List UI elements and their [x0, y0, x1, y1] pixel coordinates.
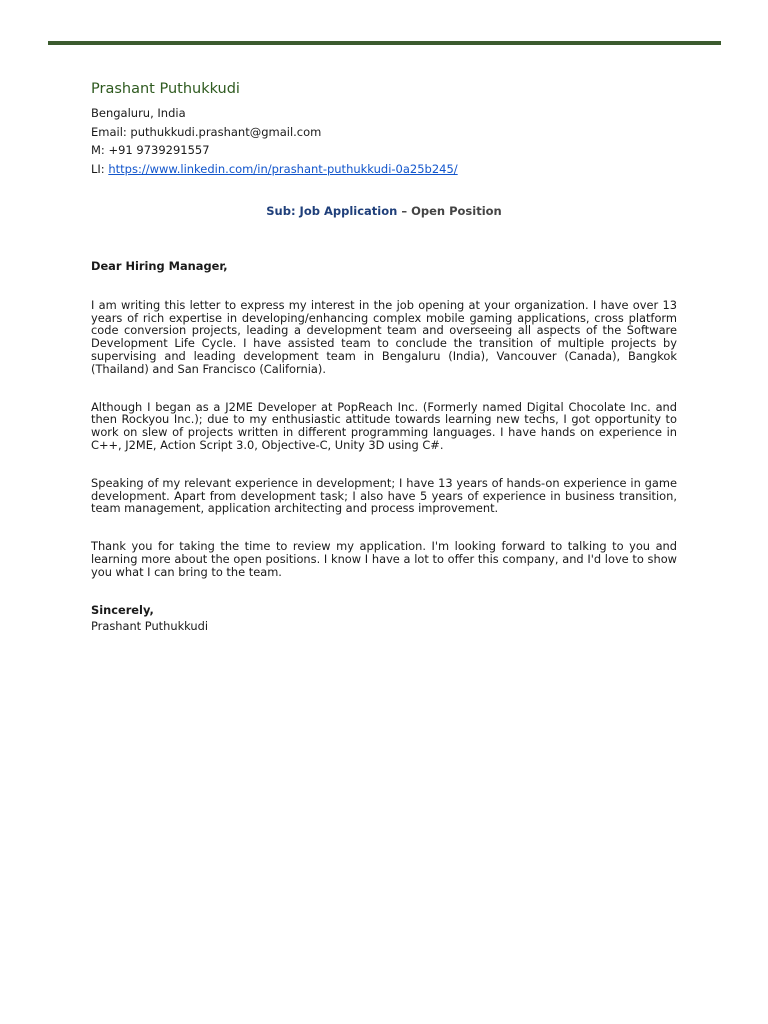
- letter-body: [91, 260, 677, 633]
- paragraph-thanks: Thank you for taking the time to review my application. I'm looking forward to talking to you and learning more about the open positions. I know I have a lot to offer this company, and I'd love to show you what I can bring to the team.: [91, 539, 677, 579]
- subject-label: Sub: Job Application: [266, 204, 398, 218]
- subject-position: – Open Position: [397, 204, 502, 218]
- header-divider: [48, 41, 721, 45]
- subject-line: [0, 204, 768, 218]
- sender-email: Email: puthukkudi.prashant@gmail.com: [91, 124, 322, 139]
- closing: Sincerely,: [91, 602, 154, 617]
- paragraph-background: Although I began as a J2ME Developer at PopReach Inc. (Formerly named Digital Chocolate Inc. and then Rockyou Inc.); due to my enthusiastic attitude towards learning new techs, I got opportunity to work on slew of projects written in different programming languages. I have hands on experience in C++, J2ME, Action Script 3.0, Objective-C, Unity 3D using C#.: [91, 399, 677, 452]
- sender-name: Prashant Puthukkudi: [91, 81, 240, 97]
- signature: Prashant Puthukkudi: [91, 619, 209, 634]
- sender-location: Bengaluru, India: [91, 106, 186, 120]
- linkedin-link[interactable]: https://www.linkedin.com/in/prashant-puthukkudi-0a25b245/: [108, 161, 458, 176]
- paragraph-experience: Speaking of my relevant experience in development; I have 13 years of hands-on experience in game development. Apart from development task; I also have 5 years of experience in business transition, team management, application architecting and process improvement.: [91, 475, 677, 516]
- salutation: Dear Hiring Manager,: [91, 259, 228, 273]
- sender-phone: M: +91 9739291557: [91, 143, 210, 157]
- sender-linkedin: [91, 160, 691, 179]
- linkedin-prefix: LI:: [91, 161, 109, 176]
- paragraph-intro: I am writing this letter to express my interest in the job opening at your organization. I have over 13 years of rich expertise in developing/enhancing complex mobile gaming applications, cross platform code conversion projects, leading a development team and overseeing all aspects of the Software Development Life Cycle. I have assisted team to conclude the transition of multiple projects by supervising and leading development team in Bengaluru (India), Vancouver (Canada), Bangkok (Thailand) and San Francisco (California).: [91, 297, 677, 376]
- letter-header: [91, 80, 691, 178]
